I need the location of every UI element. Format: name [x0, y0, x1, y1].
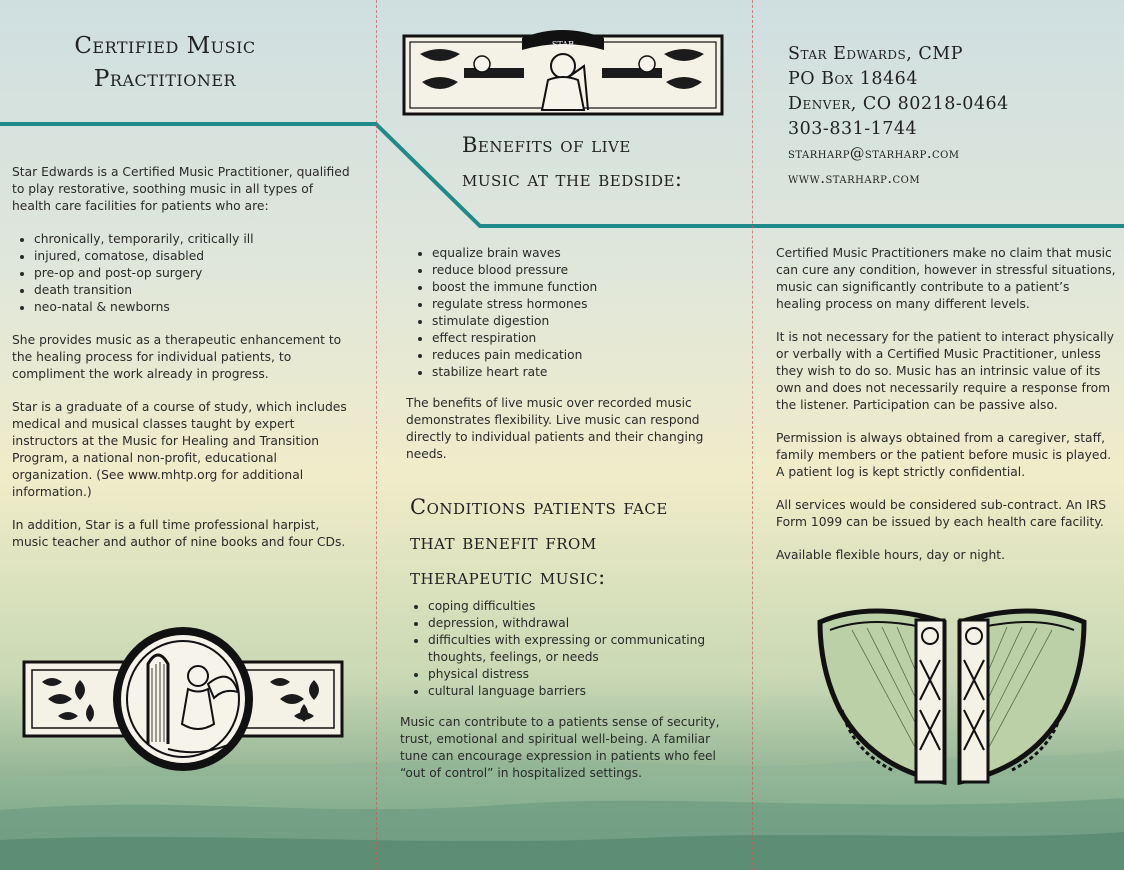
benefits-heading-line2: music at the bedside:	[462, 167, 683, 191]
list-item: • stimulate digestion	[432, 313, 730, 330]
contact-phone: 303-831-1744	[788, 119, 918, 139]
conditions-heading-line3: therapeutic music:	[410, 565, 606, 589]
list-item: • cultural language barriers	[428, 683, 730, 700]
patient-types-list	[12, 231, 352, 316]
list-item: • injured, comatose, disabled	[34, 248, 352, 265]
conditions-heading-line2: that benefit from	[410, 530, 597, 554]
conditions-heading-line1: Conditions patients face	[410, 495, 668, 519]
list-item: • reduces pain medication	[432, 347, 730, 364]
conditions-heading	[410, 490, 740, 595]
cherub-harp-ornament	[18, 624, 348, 774]
contact-email: starharp@starharp.com	[788, 146, 960, 162]
list-item: • chronically, temporarily, critically ill	[34, 231, 352, 248]
right-para4: All services would be considered sub-contract. An IRS Form 1099 can be issued by each health care facility.	[776, 498, 1107, 529]
left-title-line1: Certified Music	[74, 33, 256, 59]
fold-line-left	[376, 0, 377, 870]
banner-text: STAR	[551, 40, 575, 49]
left-para2: Star is a graduate of a course of study, which includes medical and musical classes taught by expert instructors at the Music for Healing and Transition Program, a national non-profit, educational organization. (See www.mhtp.org for additional information.)	[12, 400, 347, 499]
left-title-line2: Practitioner	[93, 66, 237, 92]
contact-po-box: PO Box 18464	[788, 69, 918, 89]
conditions-list	[400, 598, 730, 700]
right-para2: It is not necessary for the patient to interact physically or verbally with a Certified Music Practitioner, unless they wish to do so. Music has an intrinsic value of its own and does not necessarily require a response from the listener. Participation can be passive also.	[776, 330, 1115, 412]
left-title	[0, 30, 330, 96]
benefits-heading	[462, 128, 752, 196]
closing-paragraph: Music can contribute to a patients sense of security, trust, emotional and spiritual well-being. A familiar tune can encourage expression in patients who feel “out of control” in hospitalized settings.	[400, 715, 720, 780]
list-item: • equalize brain waves	[432, 245, 730, 262]
list-item: • depression, withdrawal	[428, 615, 730, 632]
benefits-paragraph: The benefits of live music over recorded music demonstrates flexibility. Live music can respond directly to individual patients and their changing needs.	[406, 396, 704, 461]
right-para5: Available flexible hours, day or night.	[776, 548, 1005, 562]
list-item: • physical distress	[428, 666, 730, 683]
list-item: • neo-natal & newborns	[34, 299, 352, 316]
list-item: • reduce blood pressure	[432, 262, 730, 279]
angel-banner-ornament	[402, 24, 724, 120]
conditions-panel	[400, 598, 730, 798]
contact-block	[788, 42, 1108, 192]
right-panel	[776, 245, 1118, 580]
contact-name: Star Edwards, CMP	[788, 44, 963, 64]
left-panel	[12, 164, 352, 567]
left-para1: She provides music as a therapeutic enhancement to the healing process for individual patients, to compliment the work already in progress.	[12, 333, 342, 381]
list-item: • coping difficulties	[428, 598, 730, 615]
fold-line-right	[752, 0, 753, 870]
benefits-heading-line1: Benefits of live	[462, 133, 631, 157]
list-item: • death transition	[34, 282, 352, 299]
right-para1: Certified Music Practitioners make no claim that music can cure any condition, however in stressful situations, music can significantly contribute to a patient’s healing process on many different levels.	[776, 246, 1116, 311]
list-item: • difficulties with expressing or communicating thoughts, feelings, or needs	[428, 632, 730, 666]
middle-panel	[406, 245, 730, 479]
left-para3: In addition, Star is a full time professional harpist, music teacher and author of nine books and four CDs.	[12, 518, 346, 549]
right-para3: Permission is always obtained from a caregiver, staff, family members or the patient before music is played. A patient log is kept strictly confidential.	[776, 431, 1112, 479]
contact-city: Denver, CO 80218-0464	[788, 94, 1009, 114]
list-item: • boost the immune function	[432, 279, 730, 296]
list-item: • stabilize heart rate	[432, 364, 730, 381]
list-item: • effect respiration	[432, 330, 730, 347]
list-item: • pre-op and post-op surgery	[34, 265, 352, 282]
benefits-list	[410, 245, 730, 381]
list-item: • regulate stress hormones	[432, 296, 730, 313]
left-intro: Star Edwards is a Certified Music Practitioner, qualified to play restorative, soothing music in all types of health care facilities for patients who are:	[12, 165, 350, 213]
contact-website: www.starharp.com	[788, 171, 921, 187]
shield-harp-ornament	[812, 600, 1092, 790]
